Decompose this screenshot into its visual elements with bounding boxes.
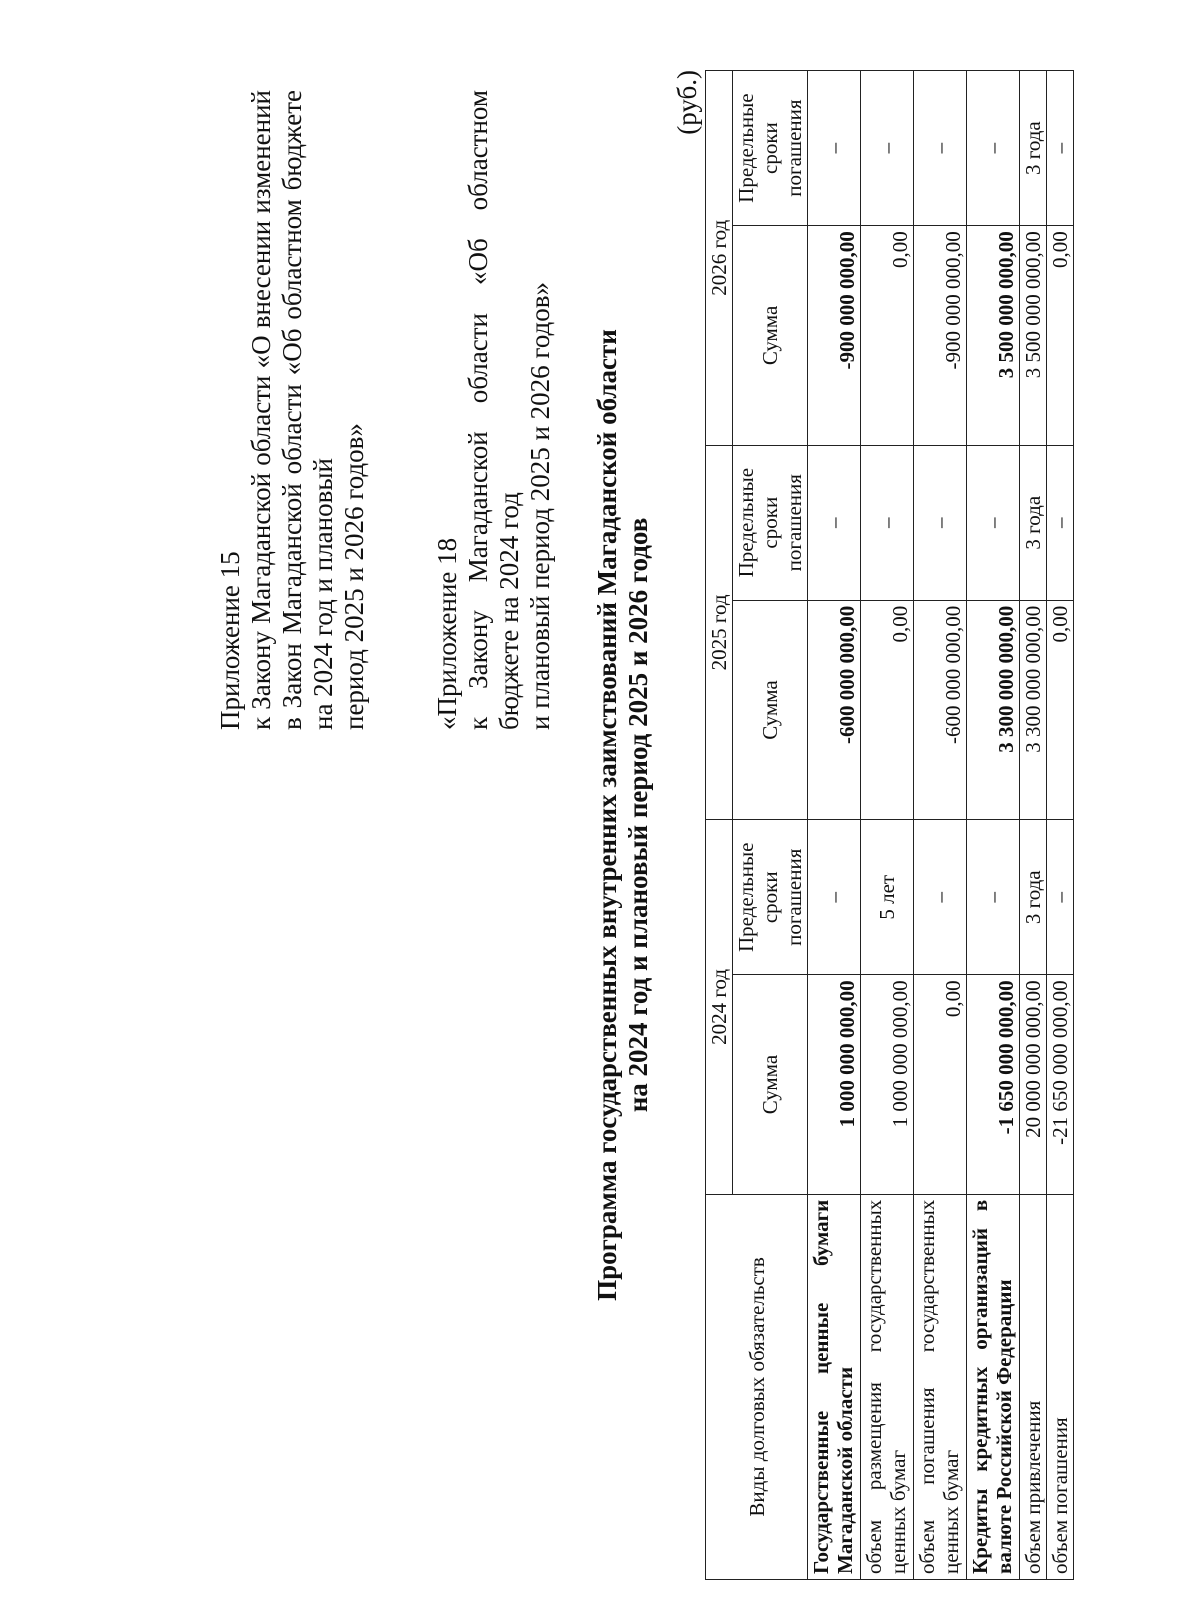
table-row (808, 71, 861, 1580)
row-debt-type: объем погашения государственных ценных бумаг (914, 1194, 967, 1579)
table-header (706, 71, 808, 1580)
row-debt-type: Государственные ценные бумаги Магаданской области (808, 1194, 861, 1579)
row-debt-type: Кредиты кредитных организаций в валюте Российской Федерации (967, 1194, 1020, 1579)
cell-term: – (861, 445, 914, 600)
table-row (1047, 71, 1074, 1580)
cell-term: 3 года (1020, 71, 1047, 226)
cell-term: – (1047, 445, 1074, 600)
cell-term: – (1047, 820, 1074, 975)
cell-sum: 0,00 (1047, 226, 1074, 445)
table-body (808, 71, 1074, 1580)
unit-label: (руб.) (672, 70, 702, 135)
cell-term: – (861, 71, 914, 226)
cell-term: – (967, 820, 1020, 975)
header-year-2025: 2025 год (706, 445, 733, 820)
document-title-line-2: на 2024 год и плановый период 2025 и 2026 годов (623, 517, 653, 1113)
cell-sum: 1 000 000 000,00 (861, 975, 914, 1194)
appendix-18-body: к Закону Магаданской области «Об областном бюджете на 2024 год (463, 90, 524, 730)
cell-term: – (914, 71, 967, 226)
cell-term: – (808, 445, 861, 600)
cell-sum: 3 500 000 000,00 (967, 226, 1020, 445)
document-title-line-1: Программа государственных внутренних заимствований Магаданской области (592, 329, 622, 1301)
header-debt-type: Виды долговых обязательств (706, 1194, 808, 1579)
cell-sum: 0,00 (1047, 600, 1074, 819)
header-term: Предельные сроки погашения (733, 820, 808, 975)
row-debt-type: объем размещения государственных ценных бумаг (861, 1194, 914, 1579)
header-term: Предельные сроки погашения (733, 445, 808, 600)
cell-sum: -900 000 000,00 (914, 226, 967, 445)
cell-term: – (967, 445, 1020, 600)
cell-sum: 3 500 000 000,00 (1020, 226, 1047, 445)
document-title (592, 50, 654, 1580)
appendix-18-header (432, 90, 556, 730)
appendix-18-body-end: и плановый период 2025 и 2026 годов» (525, 281, 555, 730)
cell-term: 3 года (1020, 445, 1047, 600)
cell-sum: -1 650 000 000,00 (967, 975, 1020, 1194)
cell-sum: 0,00 (861, 226, 914, 445)
cell-sum: 0,00 (861, 600, 914, 819)
row-debt-type: объем погашения (1047, 1194, 1074, 1579)
header-sum: Сумма (733, 600, 808, 819)
cell-sum: -21 650 000 000,00 (1047, 975, 1074, 1194)
cell-sum: -900 000 000,00 (808, 226, 861, 445)
header-sum: Сумма (733, 226, 808, 445)
cell-term: 3 года (1020, 820, 1047, 975)
appendix-15-header (215, 90, 370, 730)
cell-sum: 3 300 000 000,00 (967, 600, 1020, 819)
row-debt-type: объем привлечения (1020, 1194, 1047, 1579)
cell-term: – (808, 820, 861, 975)
table-row (914, 71, 967, 1580)
cell-sum: 20 000 000 000,00 (1020, 975, 1047, 1194)
table-row (861, 71, 914, 1580)
document-page (60, 50, 1140, 1580)
cell-sum: -600 000 000,00 (808, 600, 861, 819)
cell-term: – (967, 71, 1020, 226)
cell-term: – (1047, 71, 1074, 226)
cell-term: 5 лет (861, 820, 914, 975)
header-term: Предельные сроки погашения (733, 71, 808, 226)
table-row (1020, 71, 1047, 1580)
cell-sum: 0,00 (914, 975, 967, 1194)
header-year-2024: 2024 год (706, 820, 733, 1195)
appendix-18-title: «Приложение 18 (432, 537, 462, 730)
appendix-15-body: к Закону Магаданской области «О внесении изменений в Закон Магаданской области «Об областном бюджете на 2024 год и плановый (246, 90, 338, 730)
borrowing-table (705, 70, 1074, 1580)
cell-term: – (914, 445, 967, 600)
header-year-2026: 2026 год (706, 71, 733, 446)
cell-sum: 3 300 000 000,00 (1020, 600, 1047, 819)
header-sum: Сумма (733, 975, 808, 1194)
cell-term: – (914, 820, 967, 975)
cell-term: – (808, 71, 861, 226)
appendix-15-body-end: период 2025 и 2026 годов» (339, 423, 369, 730)
table-row (967, 71, 1020, 1580)
cell-sum: 1 000 000 000,00 (808, 975, 861, 1194)
appendix-15-title: Приложение 15 (215, 551, 245, 730)
cell-sum: -600 000 000,00 (914, 600, 967, 819)
